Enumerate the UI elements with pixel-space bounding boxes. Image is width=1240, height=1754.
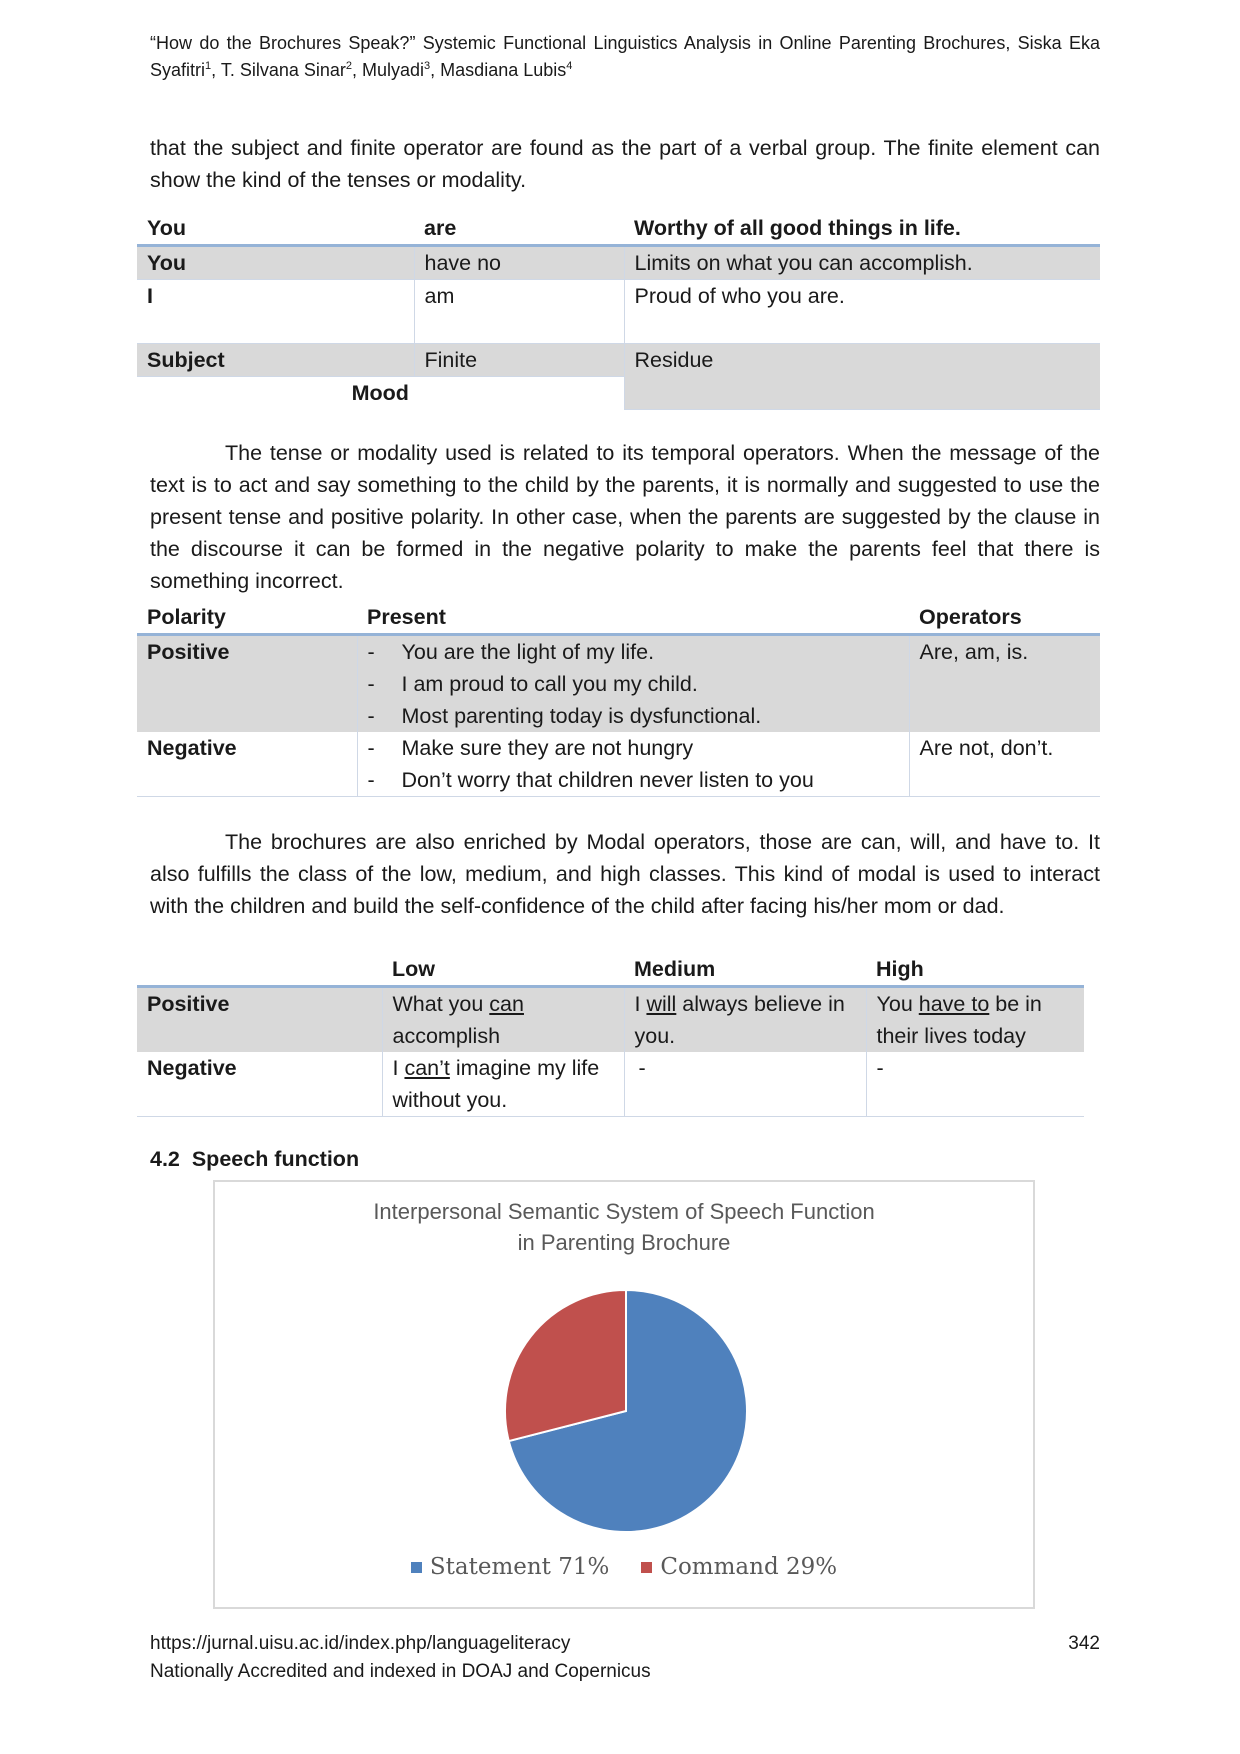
footer-note: Nationally Accredited and indexed in DOAJ and Copernicus bbox=[150, 1661, 651, 1682]
cell-text: You bbox=[876, 992, 919, 1016]
header-author4: , Masdiana Lubis bbox=[430, 60, 567, 80]
footer-url: https://jurnal.uisu.ac.id/index.php/languageliteracy bbox=[150, 1633, 571, 1654]
mood-table bbox=[137, 212, 1100, 410]
modal-word: can’t bbox=[404, 1056, 450, 1080]
table-row bbox=[137, 280, 1100, 344]
chart-legend bbox=[215, 1554, 1033, 1580]
cell-text: accomplish bbox=[392, 1024, 501, 1048]
header-cell: Low bbox=[382, 953, 624, 987]
modal-word: can bbox=[489, 992, 524, 1016]
cell-text: be in their lives today bbox=[876, 992, 1042, 1048]
legend-swatch bbox=[411, 1562, 422, 1573]
negative-label: Negative bbox=[137, 1052, 382, 1117]
pie-svg bbox=[215, 1182, 1037, 1611]
polarity-table bbox=[137, 601, 1100, 797]
modal-word: have to bbox=[918, 992, 990, 1016]
example-text: I am proud to call you my child. bbox=[401, 672, 698, 696]
residue-label: Residue bbox=[624, 344, 1100, 410]
author1-sup: 1 bbox=[205, 60, 212, 72]
header-cell: Operators bbox=[909, 601, 1100, 635]
list-item bbox=[368, 732, 899, 764]
header-author3: , Mulyadi bbox=[352, 60, 425, 80]
header-author2: , T. Silvana Sinar bbox=[211, 60, 346, 80]
bullet-dash: - bbox=[367, 672, 375, 696]
section-number: 4.2 bbox=[150, 1147, 180, 1171]
table-header-row bbox=[137, 212, 1100, 246]
table-row bbox=[137, 246, 1100, 280]
table-cell bbox=[382, 1052, 624, 1117]
positive-examples bbox=[357, 635, 909, 733]
list-item bbox=[368, 700, 899, 732]
legend-swatch bbox=[641, 1562, 652, 1573]
table-cell: - bbox=[624, 1052, 866, 1117]
table-cell: - bbox=[866, 1052, 1084, 1117]
chart-title-line1: Interpersonal Semantic System of Speech Function bbox=[373, 1199, 875, 1224]
example-text: Don’t worry that children never listen to you bbox=[401, 768, 814, 792]
example-text: Make sure they are not hungry bbox=[401, 736, 694, 760]
running-header bbox=[150, 30, 1100, 84]
example-text: Most parenting today is dysfunctional. bbox=[401, 704, 762, 728]
table-header-row bbox=[137, 953, 1084, 987]
list-item bbox=[368, 764, 899, 796]
header-cell: You bbox=[137, 212, 414, 246]
legend-item-command bbox=[641, 1554, 837, 1580]
modal-word: will bbox=[646, 992, 677, 1016]
author4-sup: 4 bbox=[566, 60, 573, 72]
header-cell: Medium bbox=[624, 953, 866, 987]
section-title: Speech function bbox=[191, 1147, 360, 1171]
header-cell: are bbox=[414, 212, 624, 246]
positive-label: Positive bbox=[147, 640, 230, 664]
table-cell bbox=[624, 987, 866, 1053]
legend-label: Statement 71% bbox=[429, 1554, 610, 1580]
example-text: You are the light of my life. bbox=[401, 640, 655, 664]
header-cell: High bbox=[866, 953, 1084, 987]
negative-label: Negative bbox=[137, 732, 357, 797]
mood-label: Mood bbox=[351, 381, 409, 405]
table-row bbox=[137, 1052, 1084, 1117]
cell-text: What you bbox=[392, 992, 490, 1016]
positive-label: Positive bbox=[147, 992, 230, 1016]
negative-examples bbox=[357, 732, 909, 797]
chart-title-line2: in Parenting Brochure bbox=[517, 1230, 731, 1255]
bullet-dash: - bbox=[367, 704, 375, 728]
legend-item-statement bbox=[411, 1554, 609, 1580]
header-cell: Present bbox=[357, 601, 909, 635]
table-header-row bbox=[137, 601, 1100, 635]
modality-table bbox=[137, 953, 1084, 1117]
table-row bbox=[137, 987, 1084, 1053]
legend-label: Command 29% bbox=[660, 1554, 838, 1580]
cell-text: I bbox=[392, 1056, 405, 1080]
table-row bbox=[137, 635, 1100, 733]
cell-text: I bbox=[634, 992, 647, 1016]
header-cell bbox=[137, 953, 382, 987]
list-item bbox=[368, 668, 899, 700]
table-cell: You bbox=[137, 246, 414, 280]
finite-label: Finite bbox=[414, 344, 624, 377]
table-cell: have no bbox=[414, 246, 624, 280]
page-footer bbox=[150, 1630, 1100, 1686]
paragraph-3: The brochures are also enriched by Modal operators, those are can, will, and have to. It also fulfills the class of the low, medium, and high classes. This kind of modal is used to interact with the children and build the self-confidence of the child after facing his/her mom or dad. bbox=[150, 830, 1100, 918]
table-cell: am bbox=[414, 280, 624, 344]
paragraph-2: The tense or modality used is related to its temporal operators. When the message of the text is to act and say something to the child by the parents, it is normally and suggested to use the present tense and positive polarity. In other case, when the parents are suggested by the clause in the discourse it can be formed in the negative polarity to make the parents feel that there is something incorrect. bbox=[150, 441, 1100, 593]
list-item bbox=[368, 636, 899, 668]
header-cell: Worthy of all good things in life. bbox=[624, 212, 1100, 246]
header-title: “How do the Brochures Speak?” Systemic Functional Linguistics Analysis in Online Parenting Brochures, Siska Eka Syafitri bbox=[150, 33, 1100, 80]
bullet-dash: - bbox=[367, 768, 375, 792]
table-cell bbox=[382, 987, 624, 1053]
table-cell: Limits on what you can accomplish. bbox=[624, 246, 1100, 280]
table-label-row bbox=[137, 344, 1100, 377]
cell-text: imagine my life without you. bbox=[392, 1056, 600, 1112]
section-heading bbox=[150, 1143, 359, 1175]
cell-text: always believe in you. bbox=[634, 992, 845, 1048]
subject-label: Subject bbox=[137, 344, 414, 377]
author2-sup: 2 bbox=[345, 60, 353, 72]
table-cell: Proud of who you are. bbox=[624, 280, 1100, 344]
table-cell bbox=[866, 987, 1084, 1053]
positive-operators: Are, am, is. bbox=[909, 635, 1100, 733]
bullet-dash: - bbox=[367, 640, 375, 664]
negative-operators: Are not, don’t. bbox=[909, 732, 1100, 797]
author3-sup: 3 bbox=[424, 60, 431, 72]
paragraph-1: that the subject and finite operator are found as the part of a verbal group. The finite element can show the kind of the tenses or modality. bbox=[150, 136, 1100, 192]
table-cell: I bbox=[137, 280, 414, 344]
table-row bbox=[137, 732, 1100, 797]
header-cell: Polarity bbox=[137, 601, 357, 635]
pie-chart bbox=[213, 1180, 1035, 1609]
page-number: 342 bbox=[1068, 1633, 1100, 1654]
bullet-dash: - bbox=[367, 736, 375, 760]
